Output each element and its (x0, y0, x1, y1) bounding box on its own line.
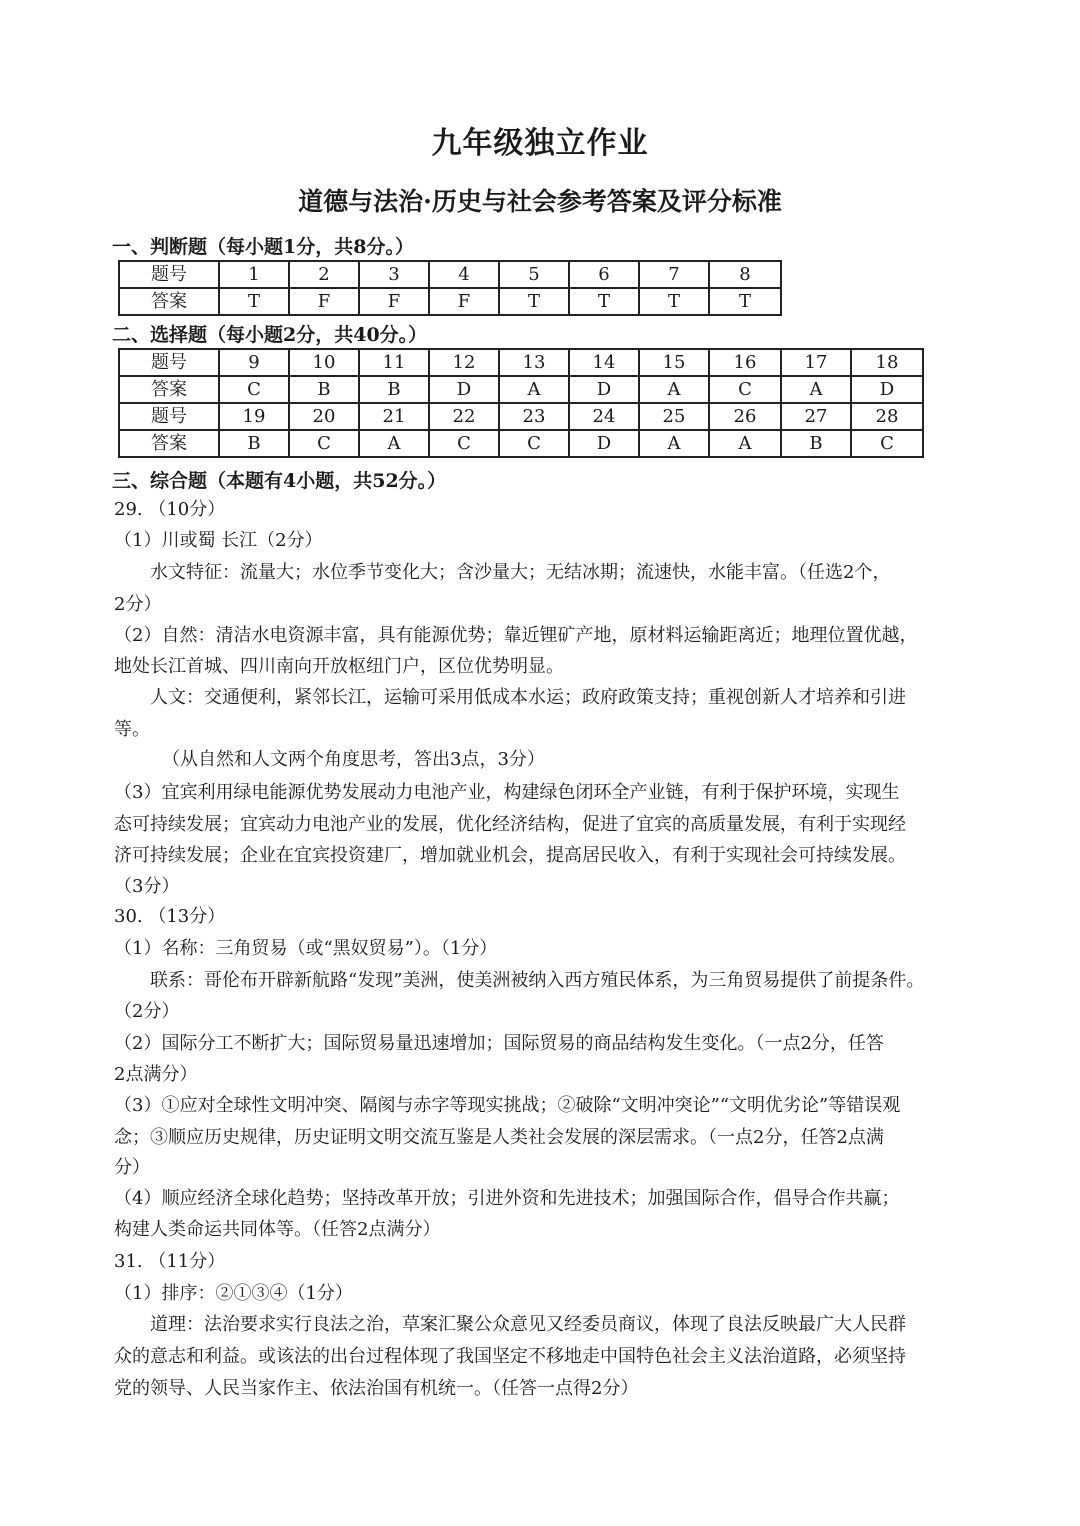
answer-line: 众的意志和利益。或该法的出台过程体现了我国坚定不移地走中国特色社会主义法治道路，必须坚持 (114, 1346, 906, 1367)
table-cell: 15 (639, 349, 709, 376)
table-cell: 27 (781, 403, 851, 430)
table-cell: C (709, 376, 781, 403)
page-subtitle: 道德与法治·历史与社会参考答案及评分标准 (298, 187, 782, 216)
table-cell: D (569, 376, 639, 403)
table-cell: 5 (499, 261, 569, 288)
table-cell: 12 (429, 349, 499, 376)
table-cell: A (639, 430, 709, 457)
table-cell: 题号 (119, 349, 219, 376)
table-cell: 25 (639, 403, 709, 430)
table-cell: A (639, 376, 709, 403)
table-row (119, 430, 923, 457)
table-cell: B (359, 376, 429, 403)
answer-line: （1）排序：②①③④（1分） (114, 1283, 353, 1304)
table-cell: 3 (359, 261, 429, 288)
table-cell: C (429, 430, 499, 457)
question-number: 29. （10分） (114, 499, 226, 520)
table-cell: 1 (219, 261, 289, 288)
answer-line: 联系：哥伦布开辟新航路“发现”美洲，使美洲被纳入西方殖民体系，为三角贸易提供了前提条件。 (150, 970, 925, 991)
table-cell: 26 (709, 403, 781, 430)
answer-line: 地处长江首城、四川南向开放枢纽门户，区位优势明显。 (114, 656, 564, 677)
answer-line: （1）川或蜀 长江（2分） (114, 530, 323, 551)
answer-line: 分） (114, 1157, 150, 1178)
answer-line: （2）国际分工不断扩大；国际贸易量迅速增加；国际贸易的商品结构发生变化。（一点2分，任答 (114, 1033, 884, 1054)
table-cell: D (429, 376, 499, 403)
answer-line: 道理：法治要求实行良法之治，草案汇聚公众意见又经委员商议，体现了良法反映最广大人民群 (150, 1314, 906, 1335)
table-cell: 题号 (119, 403, 219, 430)
answer-line: 党的领导、人民当家作主、依法治国有机统一。（任答一点得2分） (114, 1378, 639, 1399)
table-cell: 题号 (119, 261, 219, 288)
table-cell: 13 (499, 349, 569, 376)
table-cell: 7 (639, 261, 709, 288)
table-cell: 2 (289, 261, 359, 288)
section-heading-true-false: 一、判断题（每小题1分，共8分。） (112, 236, 414, 258)
answer-line: 济可持续发展；企业在宜宾投资建厂，增加就业机会，提高居民收入，有利于实现社会可持续发展。 (114, 845, 906, 866)
table-cell: B (781, 430, 851, 457)
table-cell: A (709, 430, 781, 457)
table-cell: 8 (709, 261, 781, 288)
answer-line: 水文特征：流量大；水位季节变化大；含沙量大；无结冰期；流速快，水能丰富。（任选2个， (150, 562, 891, 583)
table-cell: C (219, 376, 289, 403)
answer-line: 2分） (114, 594, 162, 615)
table-row (119, 403, 923, 430)
table-cell: F (359, 288, 429, 315)
page-title: 九年级独立作业 (431, 126, 649, 161)
table-cell: 21 (359, 403, 429, 430)
table-cell: T (639, 288, 709, 315)
section-heading-comprehensive: 三、综合题（本题有4小题，共52分。） (112, 470, 447, 492)
table-cell: 答案 (119, 376, 219, 403)
table-cell: C (499, 430, 569, 457)
answer-line: 2点满分） (114, 1064, 198, 1085)
answer-line: （1）名称：三角贸易（或“黑奴贸易”）。（1分） (114, 938, 498, 959)
true-false-answer-table (118, 260, 782, 316)
table-cell: 答案 (119, 288, 219, 315)
table-cell: 答案 (119, 430, 219, 457)
table-cell: 16 (709, 349, 781, 376)
multiple-choice-answer-table (118, 348, 924, 458)
table-cell: 11 (359, 349, 429, 376)
table-row (119, 288, 781, 315)
table-cell: T (219, 288, 289, 315)
table-cell: 18 (851, 349, 923, 376)
answer-line: （2分） (114, 1001, 180, 1022)
table-row (119, 349, 923, 376)
table-row (119, 376, 923, 403)
table-cell: 24 (569, 403, 639, 430)
table-cell: 22 (429, 403, 499, 430)
answer-line: 构建人类命运共同体等。（任答2点满分） (114, 1219, 441, 1240)
answer-line: （2）自然：清洁水电资源丰富，具有能源优势；靠近锂矿产地，原材料运输距离近；地理位置优越， (114, 625, 918, 646)
table-cell: 14 (569, 349, 639, 376)
answer-line: （3分） (114, 876, 180, 897)
table-cell: D (851, 376, 923, 403)
answer-line: 等。 (114, 719, 150, 740)
table-cell: 23 (499, 403, 569, 430)
answer-line: 念；③顺应历史规律，历史证明文明交流互鉴是人类社会发展的深层需求。（一点2分，任答2点满 (114, 1127, 884, 1148)
answer-line: （3）①应对全球性文明冲突、隔阂与赤字等现实挑战；②破除“文明冲突论”“文明优劣论”等错误观 (114, 1095, 901, 1116)
table-cell: A (781, 376, 851, 403)
table-cell: T (709, 288, 781, 315)
table-cell: D (569, 430, 639, 457)
table-cell: C (289, 430, 359, 457)
table-cell: F (429, 288, 499, 315)
answer-note: （从自然和人文两个角度思考，答出3点，3分） (162, 749, 545, 770)
answer-line: （4）顺应经济全球化趋势；坚持改革开放；引进外资和先进技术；加强国际合作，倡导合作共赢； (114, 1188, 900, 1209)
table-cell: 19 (219, 403, 289, 430)
table-row (119, 261, 781, 288)
table-cell: F (289, 288, 359, 315)
section-heading-multiple-choice: 二、选择题（每小题2分，共40分。） (112, 324, 428, 346)
table-cell: 6 (569, 261, 639, 288)
table-cell: 17 (781, 349, 851, 376)
table-cell: C (851, 430, 923, 457)
table-cell: 4 (429, 261, 499, 288)
table-cell: T (569, 288, 639, 315)
table-cell: T (499, 288, 569, 315)
answer-line: 态可持续发展；宜宾动力电池产业的发展，优化经济结构，促进了宜宾的高质量发展，有利于实现经 (114, 814, 906, 835)
table-cell: A (359, 430, 429, 457)
table-cell: 20 (289, 403, 359, 430)
answer-line: （3）宜宾利用绿电能源优势发展动力电池产业，构建绿色闭环全产业链，有利于保护环境，实现生 (114, 782, 900, 803)
table-cell: B (219, 430, 289, 457)
table-cell: 28 (851, 403, 923, 430)
table-cell: 10 (289, 349, 359, 376)
table-cell: 9 (219, 349, 289, 376)
question-number: 30. （13分） (114, 906, 226, 927)
question-number: 31. （11分） (114, 1251, 226, 1272)
table-cell: B (289, 376, 359, 403)
table-cell: A (499, 376, 569, 403)
answer-line: 人文：交通便利，紧邻长江，运输可采用低成本水运；政府政策支持；重视创新人才培养和引进 (150, 687, 906, 708)
